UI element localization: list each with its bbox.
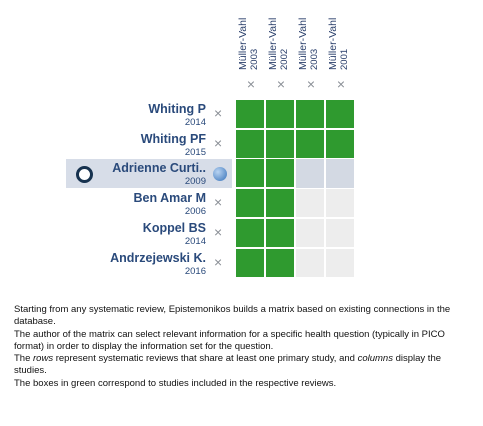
review-name: Adrienne Curti.. bbox=[112, 161, 206, 175]
column-year: 2003 bbox=[309, 48, 320, 70]
review-name: Whiting P bbox=[148, 102, 206, 116]
empty-cell[interactable] bbox=[296, 159, 324, 188]
included-cell[interactable] bbox=[236, 249, 264, 277]
review-year: 2016 bbox=[184, 266, 206, 277]
included-cell[interactable] bbox=[296, 130, 324, 158]
column-year: 2002 bbox=[279, 48, 290, 70]
included-cell[interactable] bbox=[236, 189, 264, 217]
review-year: 2009 bbox=[184, 176, 206, 187]
review-year: 2006 bbox=[184, 206, 206, 217]
included-cell[interactable] bbox=[266, 189, 294, 217]
review-year: 2014 bbox=[184, 117, 206, 128]
empty-cell[interactable] bbox=[326, 249, 354, 277]
remove-column-icon[interactable]: × bbox=[306, 76, 316, 92]
description-columns-term: columns bbox=[357, 353, 393, 365]
empty-cell[interactable] bbox=[296, 189, 324, 217]
included-cell[interactable] bbox=[236, 159, 264, 187]
included-cell[interactable] bbox=[266, 159, 294, 187]
review-name: Whiting PF bbox=[140, 132, 206, 146]
column-header[interactable] bbox=[268, 18, 290, 70]
description-text: display the studies. bbox=[14, 353, 442, 377]
included-cell[interactable] bbox=[236, 130, 264, 158]
remove-row-icon[interactable]: × bbox=[214, 105, 223, 121]
included-cell[interactable] bbox=[296, 100, 324, 128]
description bbox=[14, 304, 476, 390]
empty-cell[interactable] bbox=[326, 219, 354, 247]
row-label[interactable] bbox=[141, 130, 206, 158]
row-label[interactable] bbox=[148, 100, 206, 128]
included-cell[interactable] bbox=[236, 100, 264, 128]
row-label[interactable] bbox=[112, 159, 206, 187]
included-cell[interactable] bbox=[266, 100, 294, 128]
column-author: Müller-Vahl bbox=[297, 17, 309, 70]
column-year: 2003 bbox=[249, 48, 260, 70]
review-name: Andrzejewski K. bbox=[110, 251, 206, 265]
circle-icon bbox=[76, 166, 93, 183]
description-line-2: The author of the matrix can select relevant information for a specific health question (typically in PICO format) in order to display the information set for the question. bbox=[14, 328, 445, 352]
remove-column-icon[interactable]: × bbox=[246, 76, 256, 92]
included-cell[interactable] bbox=[326, 130, 354, 158]
included-cell[interactable] bbox=[266, 130, 294, 158]
column-header[interactable] bbox=[298, 18, 320, 70]
empty-cell[interactable] bbox=[296, 219, 324, 247]
selected-dot-icon[interactable] bbox=[213, 167, 227, 181]
description-line-3 bbox=[14, 353, 476, 378]
column-header[interactable] bbox=[238, 18, 260, 70]
column-author: Müller-Vahl bbox=[267, 17, 279, 70]
included-cell[interactable] bbox=[326, 100, 354, 128]
row-label[interactable] bbox=[134, 189, 206, 217]
remove-row-icon[interactable]: × bbox=[214, 254, 223, 270]
included-cell[interactable] bbox=[266, 249, 294, 277]
column-header[interactable] bbox=[328, 18, 350, 70]
review-year: 2015 bbox=[184, 147, 206, 158]
description-rows-term: rows bbox=[33, 353, 54, 365]
description-line-1: Starting from any systematic review, Epistemonikos builds a matrix based on existing connections in the database. bbox=[14, 304, 451, 328]
review-year: 2014 bbox=[184, 236, 206, 247]
column-year: 2001 bbox=[339, 48, 350, 70]
remove-column-icon[interactable]: × bbox=[336, 76, 346, 92]
empty-cell[interactable] bbox=[326, 189, 354, 217]
column-author: Müller-Vahl bbox=[327, 17, 339, 70]
remove-column-icon[interactable]: × bbox=[276, 76, 286, 92]
column-author: Müller-Vahl bbox=[237, 17, 249, 70]
remove-row-icon[interactable]: × bbox=[214, 194, 223, 210]
row-label[interactable] bbox=[143, 219, 206, 247]
description-text: The bbox=[14, 353, 34, 365]
empty-cell[interactable] bbox=[296, 249, 324, 277]
empty-cell[interactable] bbox=[326, 159, 354, 188]
remove-row-icon[interactable]: × bbox=[214, 224, 223, 240]
description-line-4: The boxes in green correspond to studies included in the respective reviews. bbox=[14, 377, 337, 389]
review-name: Koppel BS bbox=[142, 221, 206, 235]
review-name: Ben Amar M bbox=[133, 191, 206, 205]
remove-row-icon[interactable]: × bbox=[214, 135, 223, 151]
included-cell[interactable] bbox=[266, 219, 294, 247]
row-label[interactable] bbox=[110, 249, 206, 277]
description-text: represent systematic reviews that share at least one primary study, and bbox=[53, 353, 358, 365]
included-cell[interactable] bbox=[236, 219, 264, 247]
